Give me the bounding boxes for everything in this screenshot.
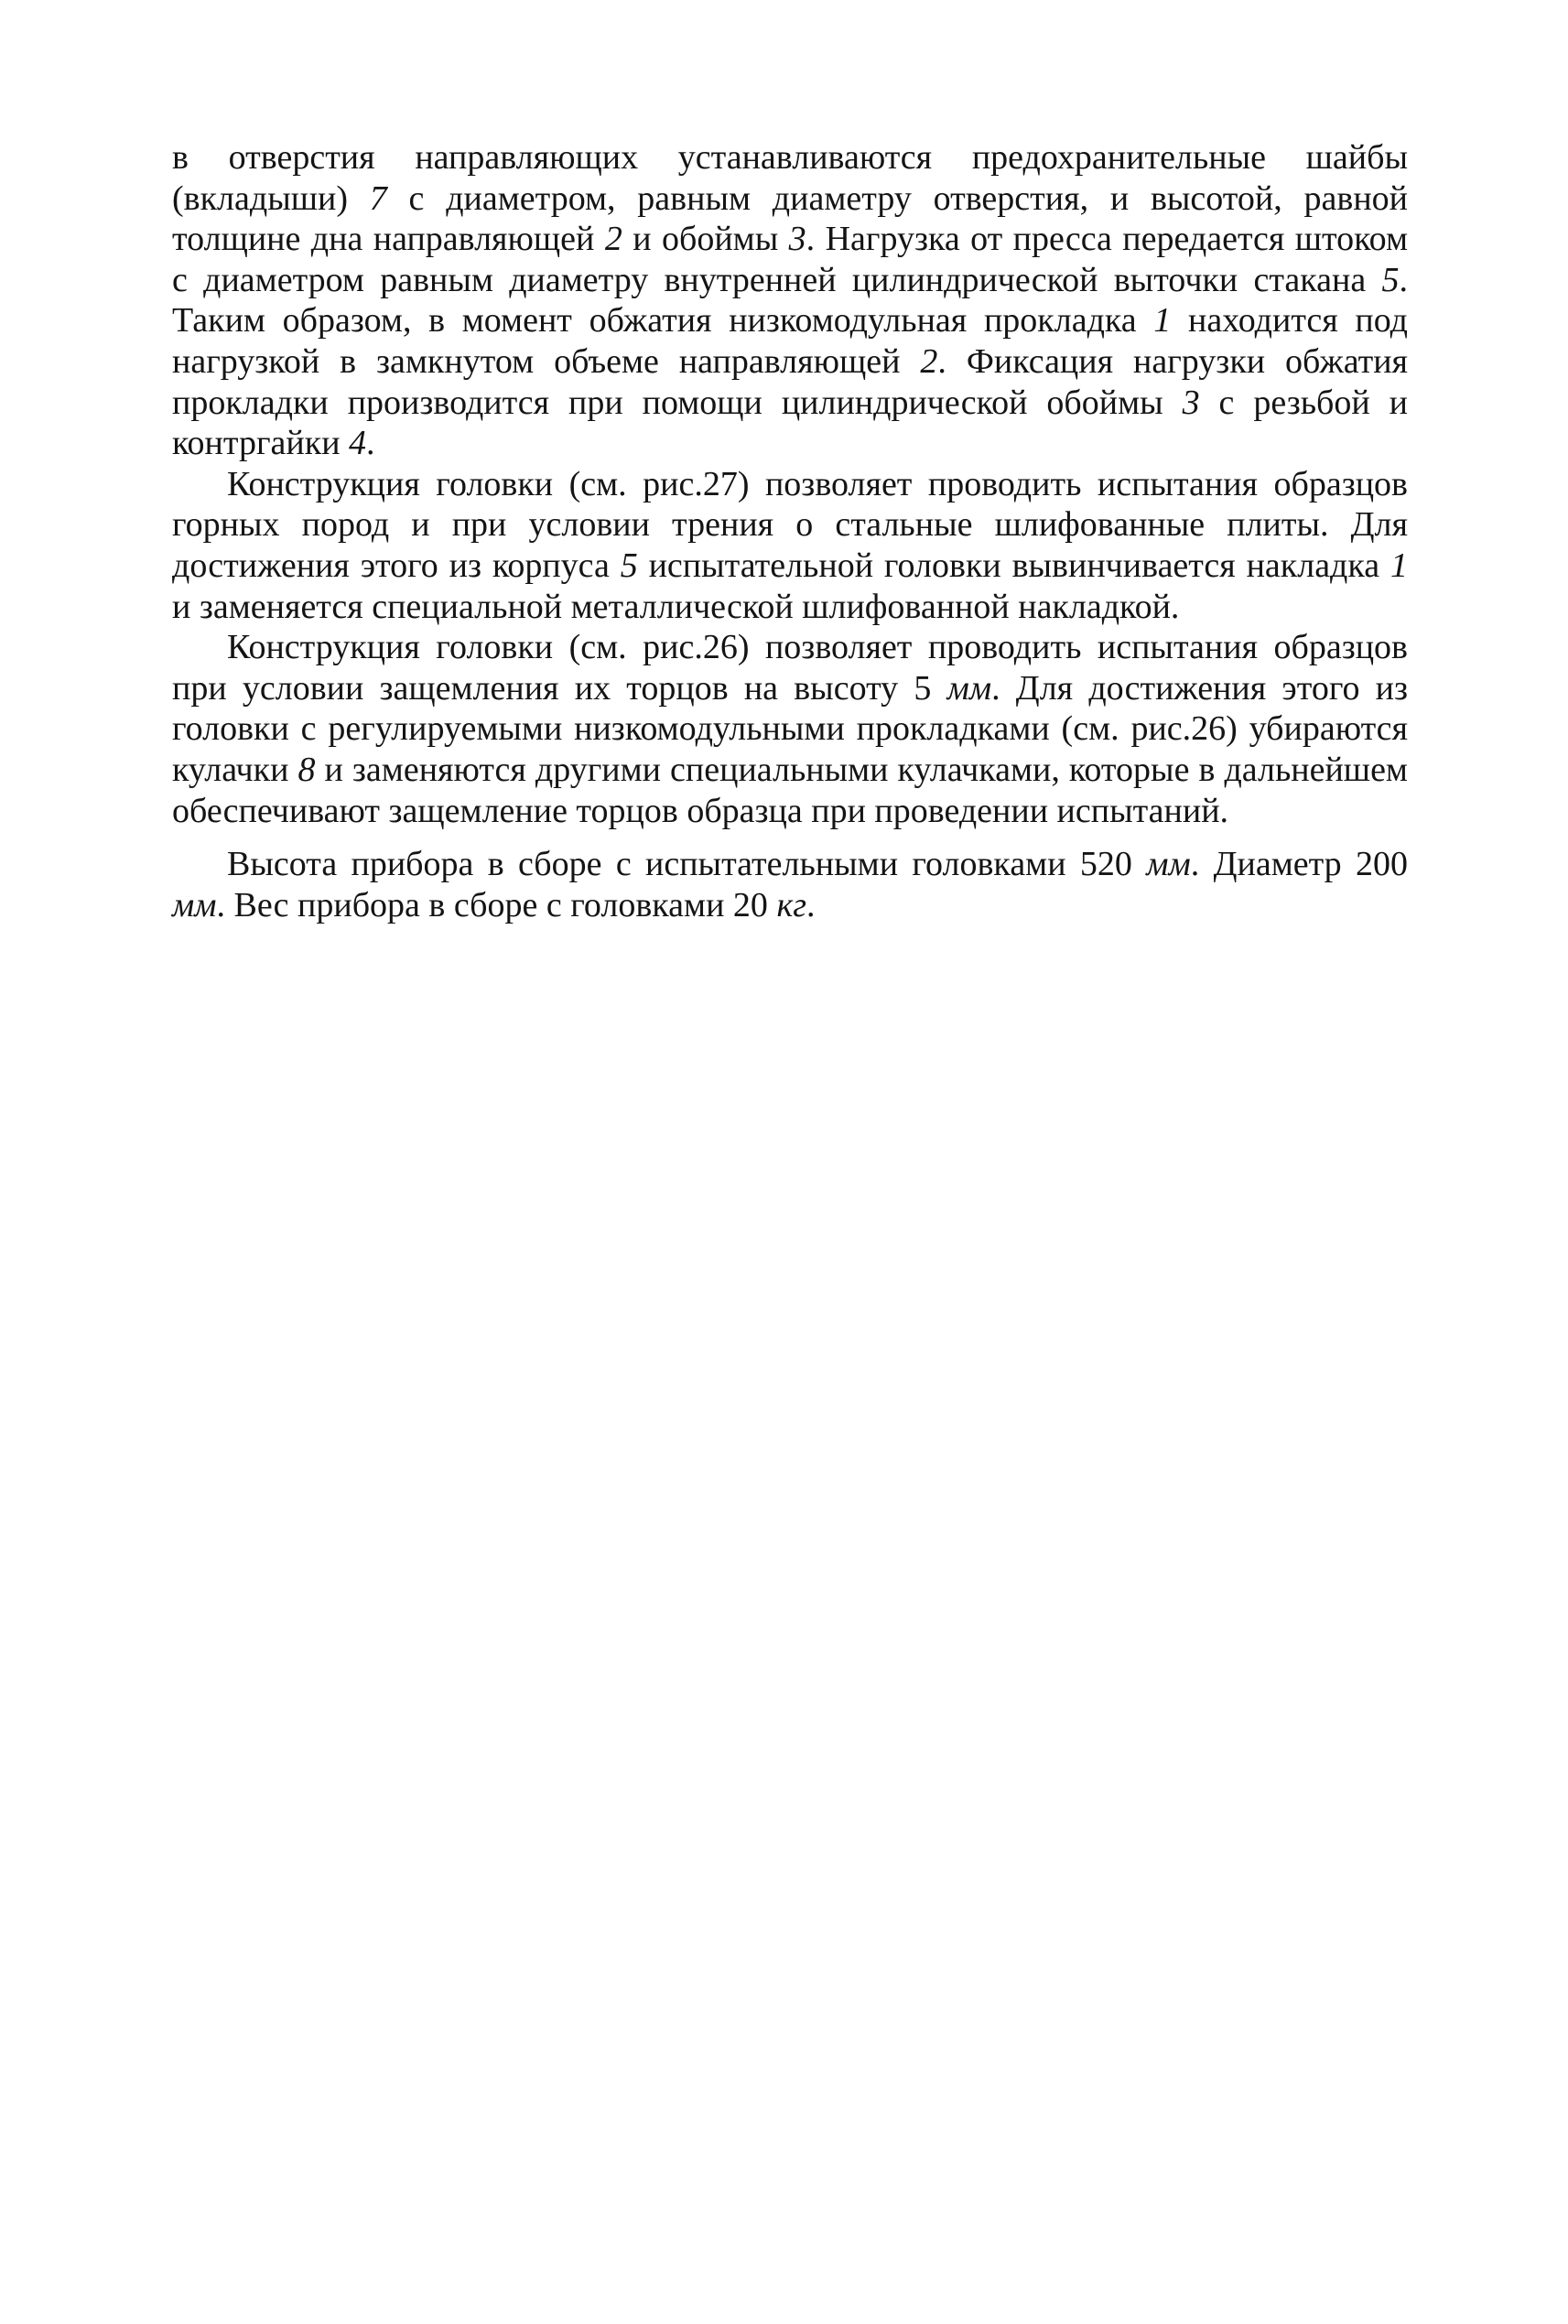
figure-ref-number: 3: [1182, 383, 1200, 422]
figure-ref-number: 2: [604, 220, 622, 259]
unit-mm: мм: [172, 885, 217, 924]
paragraph-4: [172, 844, 1408, 925]
figure-ref-number: 5: [620, 546, 638, 585]
figure-ref-number: 2: [920, 341, 938, 381]
text-run: с диаметром, равным диаметру отверстия, и высотой, равной толщине дна направляющей: [172, 178, 1408, 259]
text-run: .: [806, 885, 816, 924]
figure-ref-number: 7: [369, 178, 387, 218]
figure-ref-number: 8: [297, 750, 316, 789]
body-text: [172, 137, 1408, 925]
paragraph-2: [172, 464, 1408, 627]
text-run: в отверстия направляющих устанавливаются предохранительные шайбы (вкладыши): [172, 138, 1408, 218]
figure-ref-number: 5: [1381, 260, 1400, 299]
text-run: Конструкция головки (см. рис.26) позволяет проводить испытания образцов при условии защемления их торцов на высоту 5: [172, 628, 1408, 708]
figure-ref-number: 1: [1153, 301, 1172, 340]
text-run: . Вес прибора в сборе с головками 20: [216, 885, 777, 924]
text-run: . Нагрузка от пресса передается штоком с диаметром равным диаметру внутренней цилиндрической выточки стакана: [172, 220, 1408, 299]
text-run: испытательной головки вывинчивается накладка: [637, 546, 1390, 585]
text-run: и заменяются другими специальными кулачками, которые в дальнейшем обеспечивают защемление торцов образца при проведении испытаний.: [172, 750, 1408, 830]
unit-kg: кг: [776, 885, 807, 924]
figure-ref-number: 1: [1390, 546, 1408, 585]
unit-mm: мм: [1146, 845, 1191, 884]
text-run: находится под нагрузкой в замкнутом объеме направляющей: [172, 301, 1409, 381]
paragraph-3: [172, 627, 1408, 831]
text-run: с резьбой и контргайки: [172, 383, 1408, 463]
text-run: и заменяется специальной металлической шлифованной накладкой.: [172, 587, 1180, 626]
text-run: . Для достижения этого из головки с регулируемыми низкомодульными прокладками (см. рис.26) убираются кулачки: [172, 668, 1408, 789]
text-run: Высота прибора в сборе с испытательными головками 520: [227, 845, 1147, 884]
text-run: . Диаметр 200: [1190, 845, 1409, 884]
text-run: . Фиксация нагрузки обжатия прокладки производится при помощи цилиндрической обоймы: [172, 341, 1409, 422]
unit-mm: мм: [946, 668, 992, 708]
text-run: Конструкция головки (см. рис.27) позволяет проводить испытания образцов горных пород и при условии трения о стальные шлифованные плиты. Для достижения этого из корпуса: [172, 464, 1408, 585]
figure-ref-number: 3: [788, 220, 806, 259]
figure-ref-number: 4: [349, 424, 367, 463]
paragraph-1: [172, 137, 1408, 464]
text-run: .: [366, 424, 375, 463]
text-run: и обоймы: [622, 220, 789, 259]
text-run: . Таким образом, в момент обжатия низкомодульная прокладка: [172, 260, 1408, 340]
